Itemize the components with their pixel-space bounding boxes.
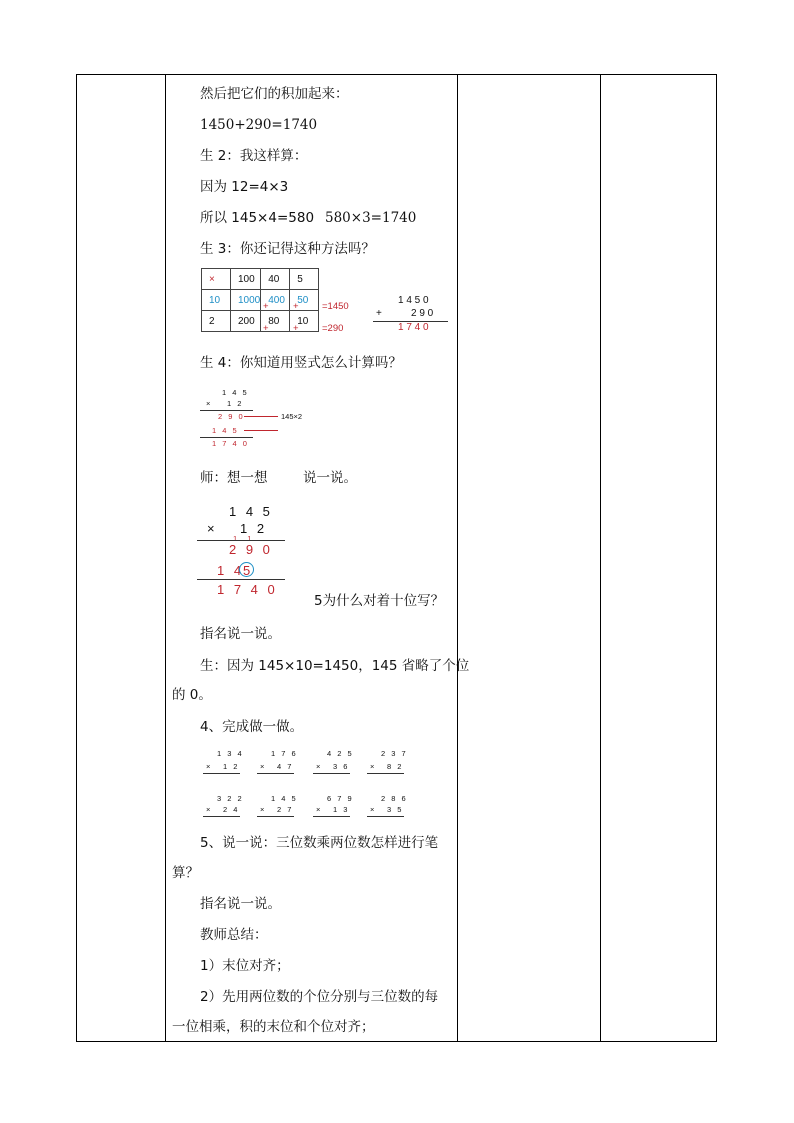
- product-rule: [200, 437, 253, 438]
- grid-cell: 5: [290, 269, 319, 290]
- exercise-multiplier: 1 2: [223, 762, 240, 771]
- exercise-rule: [257, 773, 294, 774]
- exercise-rule: [367, 773, 404, 774]
- text-line: 1）末位对齐；: [200, 958, 290, 974]
- times-operator: ×: [370, 805, 377, 814]
- text-line: 1450+290=1740: [200, 117, 318, 133]
- text-line: 的 0。: [172, 687, 212, 703]
- plus-operator: +: [376, 308, 384, 319]
- exercise-multiplier: 1 3: [333, 805, 350, 814]
- exercise-rule: [257, 816, 294, 817]
- times-operator: ×: [206, 399, 213, 408]
- exercise-multiplicand: 1 4 5: [271, 794, 298, 803]
- annotation: 145×2: [281, 412, 303, 421]
- column-divider: [457, 75, 458, 1041]
- exercise-rule: [313, 816, 350, 817]
- grid-method-table: [201, 268, 319, 332]
- times-operator: ×: [370, 762, 377, 771]
- highlight-circle: [239, 562, 254, 577]
- exercise-multiplier: 3 6: [333, 762, 350, 771]
- text-line: 5、说一说：三位数乘两位数怎样进行笔: [200, 835, 439, 851]
- text-line: 说一说。: [303, 470, 357, 486]
- text-line: 算？: [172, 865, 199, 881]
- product-rule: [200, 410, 253, 411]
- multiplicand: 1 4 5: [229, 504, 273, 519]
- exercise-multiplier: 4 7: [277, 762, 294, 771]
- plus-sign: +: [293, 301, 301, 312]
- exercise-multiplicand: 1 7 6: [271, 749, 298, 758]
- plus-sign: +: [263, 301, 271, 312]
- grid-cell: 80: [261, 311, 290, 332]
- grid-cell: 2: [202, 311, 231, 332]
- multiplier: 1 2: [227, 399, 244, 408]
- grid-cell: 1000: [231, 290, 261, 311]
- text-line: 教师总结：: [200, 927, 268, 943]
- plus-sign: +: [293, 323, 301, 334]
- product-rule: [197, 540, 285, 541]
- exercise-multiplicand: 6 7 9: [327, 794, 354, 803]
- text-line: 生 2：我这样算：: [200, 148, 308, 164]
- product: 1 7 4 0: [212, 439, 249, 448]
- sum: 1 7 4 0: [398, 322, 429, 333]
- exercise-multiplicand: 3 2 2: [217, 794, 244, 803]
- highlighted-digit: 5: [243, 563, 254, 578]
- pointer-arrow: [244, 416, 278, 417]
- product-rule: [197, 579, 285, 580]
- grid-cell: 400: [261, 290, 290, 311]
- carry-digits: 1 1: [233, 534, 256, 543]
- grid-cell: 10: [202, 290, 231, 311]
- times-operator: ×: [260, 762, 267, 771]
- exercise-rule: [203, 816, 240, 817]
- text-line: 一位相乘，积的末位和个位对齐；: [172, 1019, 375, 1035]
- grid-cell: 200: [231, 311, 261, 332]
- product: 1 7 4 0: [217, 582, 278, 597]
- exercise-multiplier: 3 5: [387, 805, 404, 814]
- multiplier: 1 2: [240, 521, 268, 536]
- exercise-multiplier: 8 2: [387, 762, 404, 771]
- times-operator: ×: [206, 762, 213, 771]
- text-line: 生：因为 145×10=1450，145 省略了个位: [200, 658, 470, 674]
- column-divider: [165, 75, 166, 1041]
- times-operator: ×: [316, 762, 323, 771]
- text-line: 生 4：你知道用竖式怎么计算吗？: [200, 355, 402, 371]
- plus-sign: +: [263, 323, 271, 334]
- text-line: 因为 12=4×3: [200, 179, 289, 195]
- partial-product: 1 4: [217, 563, 245, 578]
- grid-cell: 100: [231, 269, 261, 290]
- exercise-rule: [203, 773, 240, 774]
- exercise-multiplicand: 2 8 6: [381, 794, 408, 803]
- times-operator: ×: [206, 805, 213, 814]
- text-line: 580×3=1740: [325, 210, 417, 226]
- text-line: 指名说一说。: [200, 626, 281, 642]
- text-line: 2）先用两位数的个位分别与三位数的每: [200, 989, 439, 1005]
- partial-product: 1 4 5: [212, 426, 239, 435]
- text-line: 指名说一说。: [200, 896, 281, 912]
- times-operator: ×: [207, 521, 218, 536]
- text-line: 师：想一想: [200, 470, 268, 486]
- text-line: 所以 145×4=580: [200, 210, 315, 226]
- text-line: 然后把它们的积加起来：: [200, 86, 349, 102]
- times-operator: ×: [260, 805, 267, 814]
- exercise-multiplier: 2 4: [223, 805, 240, 814]
- grid-cell: 10: [290, 311, 319, 332]
- exercise-rule: [367, 816, 404, 817]
- multiplicand: 1 4 5: [222, 388, 249, 397]
- grid-cell: ×: [202, 269, 231, 290]
- exercise-multiplicand: 4 2 5: [327, 749, 354, 758]
- grid-cell: 40: [261, 269, 290, 290]
- partial-product: 2 9 0: [218, 412, 245, 421]
- grid-cell: 50: [290, 290, 319, 311]
- exercise-rule: [313, 773, 350, 774]
- column-divider: [600, 75, 601, 1041]
- row-sum: =1450: [322, 301, 349, 312]
- addend: 2 9 0: [411, 308, 434, 319]
- row-sum: =290: [322, 323, 344, 334]
- pointer-arrow: [244, 430, 278, 431]
- exercise-multiplicand: 1 3 4: [217, 749, 244, 758]
- question: 5为什么对着十位写？: [314, 593, 445, 609]
- exercise-multiplicand: 2 3 7: [381, 749, 408, 758]
- times-operator: ×: [316, 805, 323, 814]
- partial-product: 2 9 0: [229, 542, 273, 557]
- text-line: 生 3：你还记得这种方法吗？: [200, 241, 375, 257]
- text-line: 4、完成做一做。: [200, 719, 304, 735]
- addend: 1 4 5 0: [398, 295, 429, 306]
- exercise-multiplier: 2 7: [277, 805, 294, 814]
